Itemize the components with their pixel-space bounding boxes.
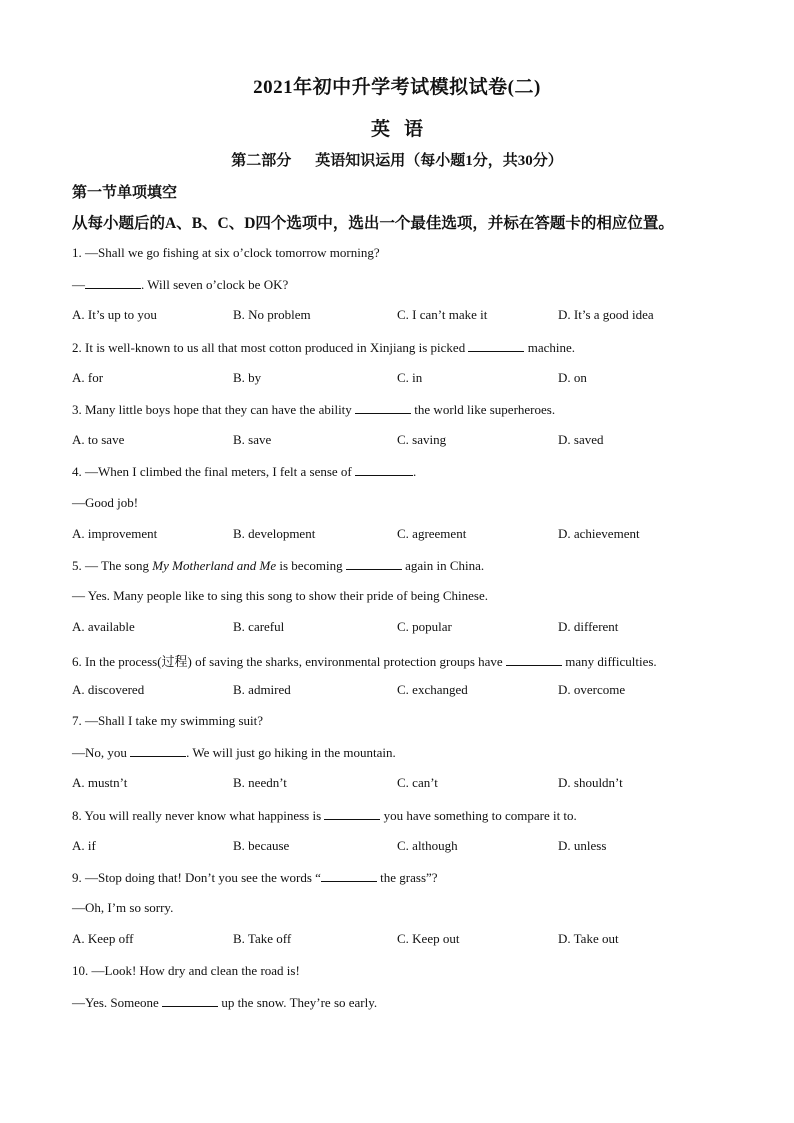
question-9-response: —Oh, I’m so sorry. [72, 900, 174, 915]
option-b[interactable]: B. needn’t [233, 775, 287, 790]
option-c[interactable]: C. although [397, 838, 458, 853]
option-b[interactable]: B. admired [233, 682, 291, 697]
option-a[interactable]: A. to save [72, 432, 125, 447]
question-7: 7. —Shall I take my swimming suit? [72, 713, 264, 728]
part-heading [0, 149, 794, 170]
question-6: 6. In the process(过程) of saving the sharks, environmental protection groups have many difficulties. [72, 654, 657, 669]
option-a[interactable]: A. discovered [72, 682, 145, 697]
part-label: 第二部分 [231, 153, 292, 169]
answer-blank[interactable] [324, 807, 380, 820]
question-7-options [72, 775, 732, 793]
option-b[interactable]: B. save [233, 432, 272, 447]
option-c[interactable]: C. Keep out [397, 931, 460, 946]
option-b[interactable]: B. Take off [233, 931, 292, 946]
question-8: 8. You will really never know what happiness is you have something to compare it to. [72, 808, 577, 823]
answer-blank[interactable] [355, 401, 411, 414]
option-d[interactable]: D. It’s a good idea [558, 307, 654, 322]
exam-title: 2021年初中升学考试模拟试卷(二) [253, 77, 541, 98]
answer-blank[interactable] [355, 463, 413, 476]
answer-blank[interactable] [321, 869, 377, 882]
question-2: 2. It is well-known to us all that most cotton produced in Xinjiang is picked machine. [72, 340, 575, 355]
option-d[interactable]: D. overcome [558, 682, 626, 697]
song-title: My Motherland and Me [152, 558, 277, 573]
option-d[interactable]: D. unless [558, 838, 607, 853]
option-d[interactable]: D. shouldn’t [558, 775, 623, 790]
option-a[interactable]: A. available [72, 619, 135, 634]
question-4: 4. —When I climbed the final meters, I felt a sense of . [72, 464, 417, 479]
answer-blank[interactable] [506, 653, 562, 666]
option-d[interactable]: D. Take out [558, 931, 619, 946]
part-description: 英语知识运用（每小题1分，共30分） [315, 153, 563, 169]
option-c[interactable]: C. in [397, 370, 423, 385]
answer-blank[interactable] [346, 557, 402, 570]
option-d[interactable]: D. different [558, 619, 619, 634]
option-a[interactable]: A. mustn’t [72, 775, 128, 790]
option-b[interactable]: B. because [233, 838, 290, 853]
question-4-options [72, 526, 732, 544]
question-10: 10. —Look! How dry and clean the road is! [72, 963, 300, 978]
answer-blank[interactable] [130, 744, 186, 757]
option-b[interactable]: B. careful [233, 619, 285, 634]
option-a[interactable]: A. It’s up to you [72, 307, 157, 322]
question-1-options [72, 307, 732, 325]
question-2-options [72, 370, 732, 388]
option-c[interactable]: C. popular [397, 619, 452, 634]
question-9: 9. —Stop doing that! Don’t you see the words “ the grass”? [72, 870, 438, 885]
option-a[interactable]: A. if [72, 838, 96, 853]
option-d[interactable]: D. saved [558, 432, 604, 447]
question-6-options [72, 682, 732, 700]
question-8-options [72, 838, 732, 856]
answer-blank[interactable] [85, 276, 141, 289]
option-a[interactable]: A. Keep off [72, 931, 134, 946]
question-1-response: — . Will seven o’clock be OK? [72, 277, 289, 292]
question-4-response: —Good job! [72, 495, 139, 510]
option-a[interactable]: A. improvement [72, 526, 158, 541]
question-3-options [72, 432, 732, 450]
answer-blank[interactable] [162, 994, 218, 1007]
option-a[interactable]: A. for [72, 370, 104, 385]
question-7-response: —No, you . We will just go hiking in the mountain. [72, 745, 396, 760]
option-b[interactable]: B. No problem [233, 307, 311, 322]
section-heading: 第一节单项填空 [72, 185, 178, 201]
option-b[interactable]: B. development [233, 526, 316, 541]
option-c[interactable]: C. I can’t make it [397, 307, 488, 322]
option-c[interactable]: C. exchanged [397, 682, 468, 697]
subject-title: 英语 [370, 119, 437, 140]
question-10-response: —Yes. Someone up the snow. They’re so early. [72, 995, 378, 1010]
instruction-text: 从每小题后的A、B、C、D四个选项中，选出一个最佳选项，并标在答题卡的相应位置。 [72, 215, 674, 232]
question-9-options [72, 931, 732, 949]
question-5: 5. — The song My Motherland and Me is becoming again in China. [72, 558, 485, 573]
option-c[interactable]: C. saving [397, 432, 447, 447]
option-c[interactable]: C. can’t [397, 775, 438, 790]
answer-blank[interactable] [468, 339, 524, 352]
option-d[interactable]: D. achievement [558, 526, 640, 541]
option-c[interactable]: C. agreement [397, 526, 467, 541]
question-3: 3. Many little boys hope that they can have the ability the world like superheroes. [72, 402, 556, 417]
question-5-options [72, 619, 732, 637]
question-5-response: — Yes. Many people like to sing this song to show their pride of being Chinese. [72, 588, 488, 603]
question-1: 1. —Shall we go fishing at six o’clock tomorrow morning? [72, 245, 380, 260]
option-d[interactable]: D. on [558, 370, 587, 385]
option-b[interactable]: B. by [233, 370, 262, 385]
